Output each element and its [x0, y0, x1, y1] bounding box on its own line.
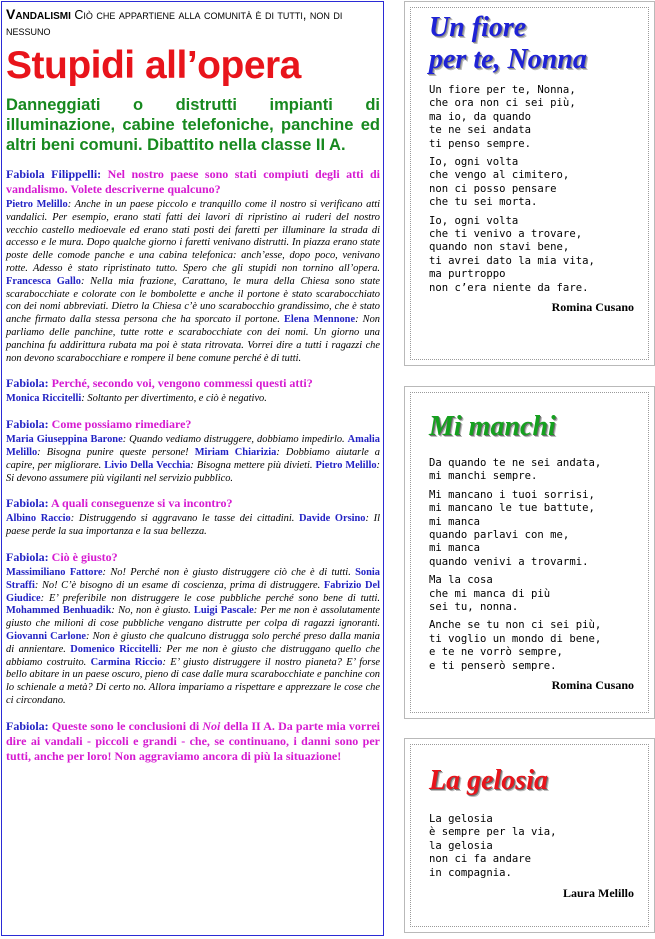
question-text: A quali conseguenze si va incontro?: [51, 496, 233, 511]
answer-text: : Quando vediamo distruggere, dobbiamo impedirlo.: [122, 434, 348, 446]
poem-frame: [410, 7, 649, 360]
student-name: Massimiliano Fattore: [6, 566, 103, 578]
student-name: Giovanni Carlone: [6, 630, 86, 642]
poem-box-un-fiore: [404, 1, 655, 366]
answer-text: : No! C’è bisogno di un esame di coscienza, prima di distruggere.: [34, 579, 324, 591]
poem-title-line2: per te, Nonna: [429, 44, 587, 75]
poem-stanza: Mi mancano i tuoi sorrisi, mi mancano le tue battute, mi manca quando parlavi con me, mi manca quando venivi a trovarmi.: [429, 488, 595, 568]
article-kicker: [6, 6, 380, 39]
student-name: Elena Mennone: [283, 314, 356, 326]
article-column: [1, 1, 384, 936]
answer-5: [6, 567, 380, 708]
question-text: Come possiamo rimediare?: [51, 417, 192, 432]
student-name: Maria Giuseppina Barone: [6, 434, 123, 446]
article-subhead: Danneggiati o distrutti impianti di illuminazione, cabine telefoniche, panchine ed altri beni comuni. Dibattito nella classe II A.: [6, 96, 380, 154]
answer-text: : Distruggendo si aggravano le tasse dei cittadini.: [70, 513, 300, 525]
conclusion-text: della II A. Da parte mia vorrei dire ai vandali - piccoli e grandi - che, se continuano, i danni sono per tutti, anche per loro! Non aggraviamo ancora di più la situazione!: [6, 718, 380, 763]
question-text: Ciò è giusto?: [51, 549, 118, 564]
interviewer-name: Fabiola:: [6, 376, 49, 391]
answer-text: : Anche in un paese piccolo e tranquillo come il nostro si verificano atti vandalici. Per esempio, erano stati fatti dei lavori di ripristino ai ruderi del nostro vecchio castello medioevale ed erano stati posti dei faretti per illuminare la strada di accesso e le mura. Dopo qualche giorno i faretti venivano distrutti. In piazza erano state poste delle comode panche e una cabina telefonica: anch’esse, dopo poco, venivano rotte. Adesso è stato ripristinato tutto. Spero che gli stupidi non tornino all’opera.: [6, 199, 380, 274]
interviewer-name: Fabiola:: [6, 417, 49, 432]
answer-text: : Nella mia frazione, Carattano, le mura della Chiesa sono state scarabocchiate e colorate con le bombolette e anche il portone è stato scarabocchiato con dei nomi abbreviati. Dietro la Chiesa c’è uno scarabocchio grandissimo, che è stato anche firmato dalla stessa persona che ha sporcato il portone.: [6, 275, 381, 326]
interviewer-name: Fabiola:: [6, 496, 49, 511]
poem-stanza: Io, ogni volta che vengo al cimitero, non ci posso pensare che tu sei morta.: [429, 156, 570, 209]
question-text: Perché, secondo voi, vengono commessi questi atti?: [51, 376, 313, 391]
article-headline: Stupidi all’opera: [6, 44, 301, 87]
poem-frame: [410, 744, 649, 927]
poem-author: Laura Melillo: [563, 886, 634, 901]
answer-text: : Bisogna punire queste persone!: [37, 446, 195, 458]
question-2: [6, 376, 380, 391]
interviewer-name: Fabiola:: [6, 718, 49, 733]
question-1: [6, 167, 380, 197]
answer-text: : No! Perché non è giusto distruggere ciò che è di tutti.: [102, 566, 356, 578]
poem-title: La gelosia: [429, 765, 548, 796]
poem-stanza: Ma la cosa che mi manca di più sei tu, nonna.: [429, 574, 551, 614]
answer-text: : E’ giusto distruggere il nostro pianeta? E’ forse bello abitare in un paese oscuro, pieno di case dalle mura scarabocchiate e panchine con lo schienale a metà? Di certo no. Allora impariamo a rispettare e apprezzare le cose che ci circondano.: [6, 656, 381, 706]
student-name: Domenico Riccitelli: [70, 643, 159, 655]
student-name: Mohammed Benhuadik: [6, 605, 112, 617]
student-name: Albino Raccio: [6, 513, 71, 525]
student-name: Francesca Gallo: [6, 275, 81, 287]
student-name: Amalia Melillo: [6, 434, 380, 458]
question-3: [6, 417, 380, 432]
conclusion-noi: Noi: [202, 718, 221, 733]
answer-text: : No, non è giusto.: [111, 605, 194, 617]
student-name: Sonia Straffi: [6, 566, 380, 591]
poem-title: Mi manchi: [429, 411, 556, 442]
answer-text: : Il paese perde la sua importanza e la sua bellezza.: [6, 513, 380, 538]
question-5: [6, 550, 380, 565]
kicker-bold: Vandalismi: [6, 6, 71, 22]
poem-author: Romina Cusano: [551, 678, 634, 693]
answer-text: : Per me non è assolutamente giusto che milioni di cose pubbliche vengano distrutte per colpa di ragazzi ignoranti.: [6, 605, 381, 630]
interviewer-name: Fabiola Filippelli:: [6, 167, 102, 181]
answer-text: : Bisogna mettere più divieti.: [190, 459, 316, 471]
poem-frame: [410, 392, 649, 713]
student-name: Livio Della Vecchia: [104, 459, 191, 471]
question-4: [6, 496, 380, 511]
student-name: Pietro Melillo: [6, 199, 68, 210]
student-name: Pietro Melillo: [315, 459, 377, 471]
poem-box-la-gelosia: [404, 738, 655, 933]
student-name: Luigi Pascale: [193, 605, 254, 617]
student-name: Monica Riccitelli: [6, 393, 82, 405]
answer-1: [6, 199, 380, 365]
poem-box-mi-manchi: [404, 386, 655, 719]
poem-stanza: Io, ogni volta che ti venivo a trovare, quando non stavi bene, ti avrei dato la mia vita, ma purtroppo non c’era niente da fare.: [429, 214, 595, 294]
answer-2: [6, 393, 380, 406]
answer-4: [6, 513, 380, 539]
conclusion-text: Queste sono le conclusioni di: [51, 718, 203, 733]
poem-stanza: Anche se tu non ci sei più, ti voglio un mondo di bene, e te ne vorrò sempre, e ti penserò sempre.: [429, 619, 602, 672]
student-name: Carmina Riccio: [90, 656, 163, 668]
answer-text: : Non parliamo delle panchine, tutte rotte e scarabocchiate con dei nomi. Un giorno una panchina fu addirittura rubata ma poi è stata ritrovata. Vorrei dire a tutti i ragazzi che non devono scarabocchiare e rompere il bene comune perché è di tutti.: [6, 314, 380, 364]
student-name: Miriam Chiarizia: [194, 446, 277, 458]
answer-text: : Dobbiamo aiutarle a capire, per migliorare.: [6, 446, 380, 471]
question-text: Nel nostro paese sono stati compiuti degli atti di vandalismo. Volete descriverne qualcuno?: [6, 167, 381, 196]
answer-text: : Si devono assumere più vigilanti nel servizio pubblico.: [6, 459, 381, 484]
kicker-text: Ciò che appartiene alla comunità è di tutti, non di nessuno: [6, 8, 343, 38]
poem-title: Un fiore: [429, 12, 527, 43]
poem-author: Romina Cusano: [551, 300, 634, 315]
poem-stanza: Da quando te ne sei andata, mi manchi sempre.: [429, 457, 602, 483]
answer-text: : E’ preferibile non distruggere le cose pubbliche perché sono bene di tutti.: [40, 592, 380, 604]
student-name: Fabrizio Del Giudice: [6, 579, 380, 604]
interviewer-name: Fabiola:: [6, 549, 49, 564]
answer-text: : Soltanto per divertimento, e ciò è negativo.: [81, 393, 267, 405]
poem-stanza: La gelosia è sempre per la via, la gelosia non ci fa andare in compagnia.: [429, 813, 557, 879]
poem-stanza: Un fiore per te, Nonna, che ora non ci sei più, ma io, da quando te ne sei andata ti penso sempre.: [429, 84, 576, 150]
student-name: Davide Orsino: [299, 513, 366, 525]
answer-3: [6, 434, 380, 485]
answer-text: : Per me non è giusto che distruggano quello che abbiamo costruito.: [6, 643, 380, 668]
answer-text: : Non è giusto che qualcuno distrugga solo perché preso dalla mania di annientare.: [6, 630, 381, 655]
final-conclusion: [6, 719, 380, 764]
